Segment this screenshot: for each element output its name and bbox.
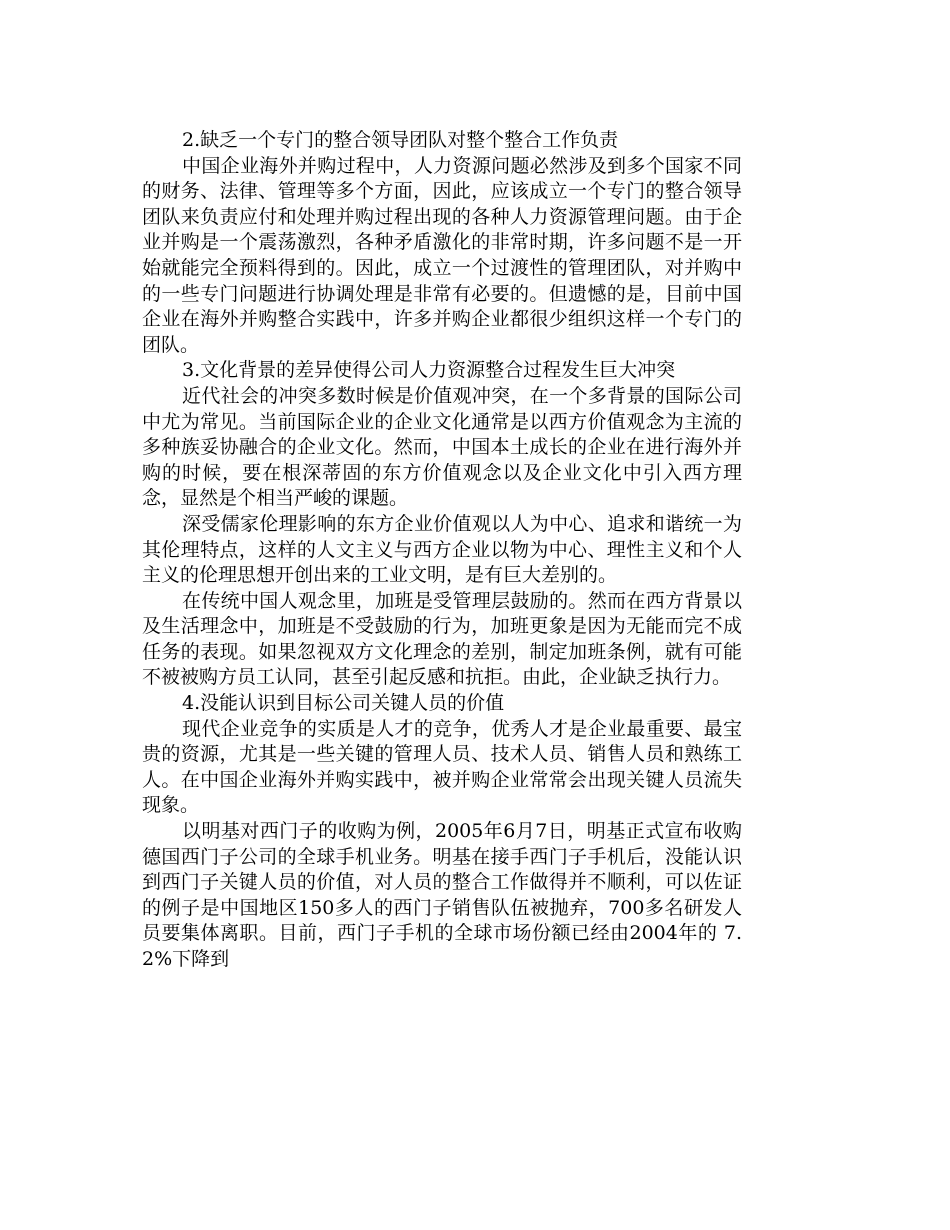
section-heading-3: 3.文化背景的差异使得公司人力资源整合过程发生巨大冲突 [182,359,676,382]
body-paragraph: 以明基对西门子的收购为例，2005年6月7日，明基正式宣布收购德国西门子公司的全球手机业务。明基在接手西门子手机后，没能认识到西门子关键人员的价值，对人员的整合工作做得并不顺利，可以佐证的例子是中国地区150多人的西门子销售队伍被抛弃，700多名研发人员要集体离职。目前，西门子手机的全球市场份额已经由2004年的 7.2%下降到 [142,820,742,970]
body-paragraph: 深受儒家伦理影响的东方企业价值观以人为中心、追求和谐统一为其伦理特点，这样的人文主义与西方企业以物为中心、理性主义和个人主义的伦理思想开创出来的工业文明，是有巨大差别的。 [142,512,742,587]
section-heading-2: 2.缺乏一个专门的整合领导团队对整个整合工作负责 [182,129,619,151]
section-heading-4: 4.没能认识到目标公司关键人员的价值 [182,692,505,715]
body-paragraph: 现代企业竞争的实质是人才的竞争，优秀人才是企业最重要、最宝贵的资源，尤其是一些关键的管理人员、技术人员、销售人员和熟练工人。在中国企业海外并购实践中，被并购企业常常会出现关键人员流失现象。 [142,717,742,817]
body-paragraph: 中国企业海外并购过程中，人力资源问题必然涉及到多个国家不同的财务、法律、管理等多个方面，因此，应该成立一个专门的整合领导团队来负责应付和处理并购过程出现的各种人力资源管理问题。由于企业并购是一个震荡激烈，各种矛盾激化的非常时期，许多问题不是一开始就能完全预料得到的。因此，成立一个过渡性的管理团队，对并购中的一些专门问题进行协调处理是非常有必要的。但遗憾的是，目前中国企业在海外并购整合实践中，许多并购企业都很少组织这样一个专门的团队。 [142,154,742,356]
body-paragraph: 近代社会的冲突多数时候是价值观冲突，在一个多背景的国际公司中尤为常见。当前国际企业的企业文化通常是以西方价值观念为主流的多种族妥协融合的企业文化。然而，中国本土成长的企业在进行海外并购的时候，要在根深蒂固的东方价值观念以及企业文化中引入西方理念，显然是个相当严峻的课题。 [142,384,742,510]
body-paragraph: 在传统中国人观念里，加班是受管理层鼓励的。然而在西方背景以及生活理念中，加班是不受鼓励的行为，加班更象是因为无能而完不成任务的表现。如果忽视双方文化理念的差别，制定加班条例，就有可能不被被购方员工认同，甚至引起反感和抗拒。由此，企业缺乏执行力。 [142,589,742,689]
document-page [142,128,742,973]
